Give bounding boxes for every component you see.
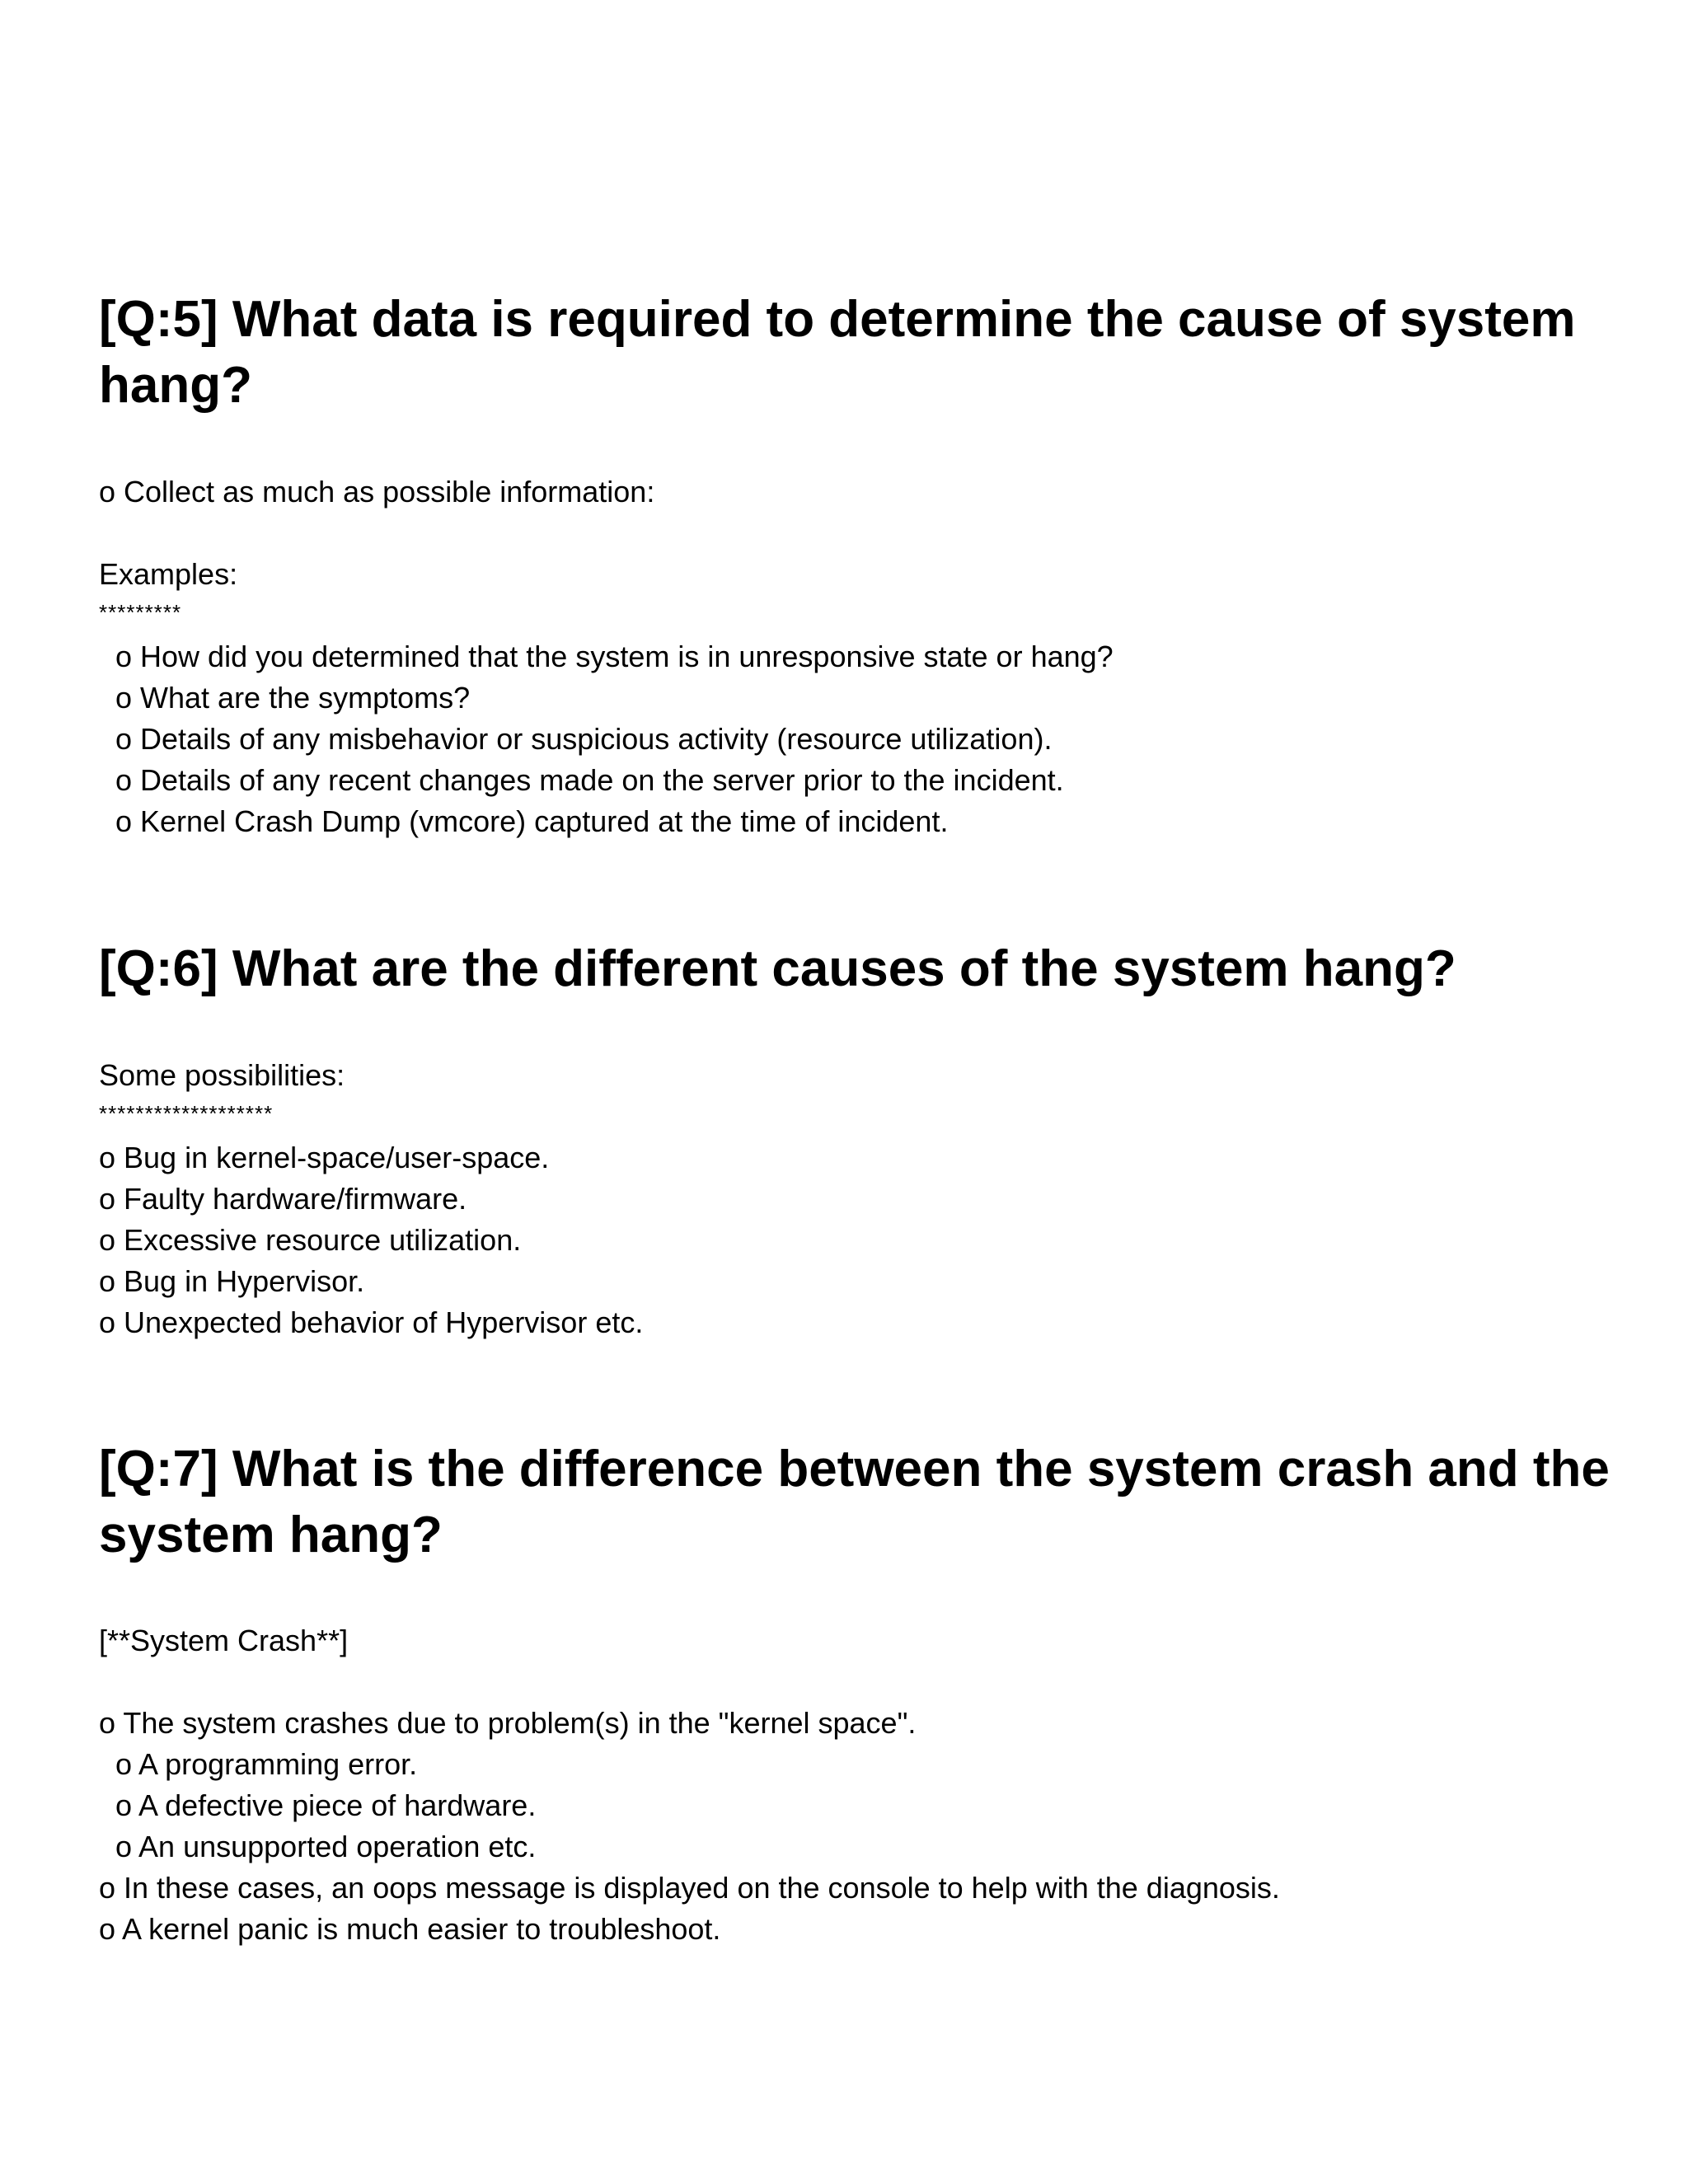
q6-rule: ******************* bbox=[99, 1101, 274, 1126]
document-page bbox=[99, 0, 1615, 2184]
list-item: o A programming error. bbox=[115, 1747, 418, 1781]
q5-intro: o Collect as much as possible information: bbox=[99, 475, 655, 509]
q7-subheading: [**System Crash**] bbox=[99, 1624, 349, 1657]
q5-examples-list bbox=[99, 636, 1114, 842]
q6-possibilities-list bbox=[99, 1137, 643, 1343]
list-item: o Details of any recent changes made on the server prior to the incident. bbox=[115, 763, 1064, 797]
list-item: o Kernel Crash Dump (vmcore) captured at the time of incident. bbox=[115, 804, 949, 838]
list-item: o A defective piece of hardware. bbox=[115, 1788, 537, 1822]
list-item: o The system crashes due to problem(s) in the "kernel space". bbox=[99, 1706, 917, 1740]
q7-crash-list bbox=[99, 1703, 1280, 1950]
list-item: o Bug in Hypervisor. bbox=[99, 1264, 365, 1298]
list-item: o How did you determined that the system is in unresponsive state or hang? bbox=[115, 640, 1114, 673]
list-item: o In these cases, an oops message is displayed on the console to help with the diagnosis. bbox=[99, 1871, 1280, 1905]
list-item: o Bug in kernel-space/user-space. bbox=[99, 1141, 550, 1174]
q5-heading: [Q:5] What data is required to determine the cause of system hang? bbox=[99, 291, 1576, 414]
list-item: o Details of any misbehavior or suspicious activity (resource utilization). bbox=[115, 722, 1053, 756]
list-item: o Faulty hardware/firmware. bbox=[99, 1182, 467, 1216]
q6-heading: [Q:6] What are the different causes of the system hang? bbox=[99, 940, 1456, 997]
list-item: o A kernel panic is much easier to troubleshoot. bbox=[99, 1912, 721, 1946]
q5-examples-label: Examples: bbox=[99, 557, 238, 591]
list-item: o Unexpected behavior of Hypervisor etc. bbox=[99, 1305, 644, 1339]
list-item: o Excessive resource utilization. bbox=[99, 1223, 522, 1257]
list-item: o What are the symptoms? bbox=[115, 681, 471, 715]
q7-heading: [Q:7] What is the difference between the system crash and the system hang? bbox=[99, 1441, 1610, 1563]
q5-examples-rule: ********* bbox=[99, 600, 182, 625]
q6-label: Some possibilities: bbox=[99, 1058, 345, 1092]
list-item: o An unsupported operation etc. bbox=[115, 1830, 537, 1863]
